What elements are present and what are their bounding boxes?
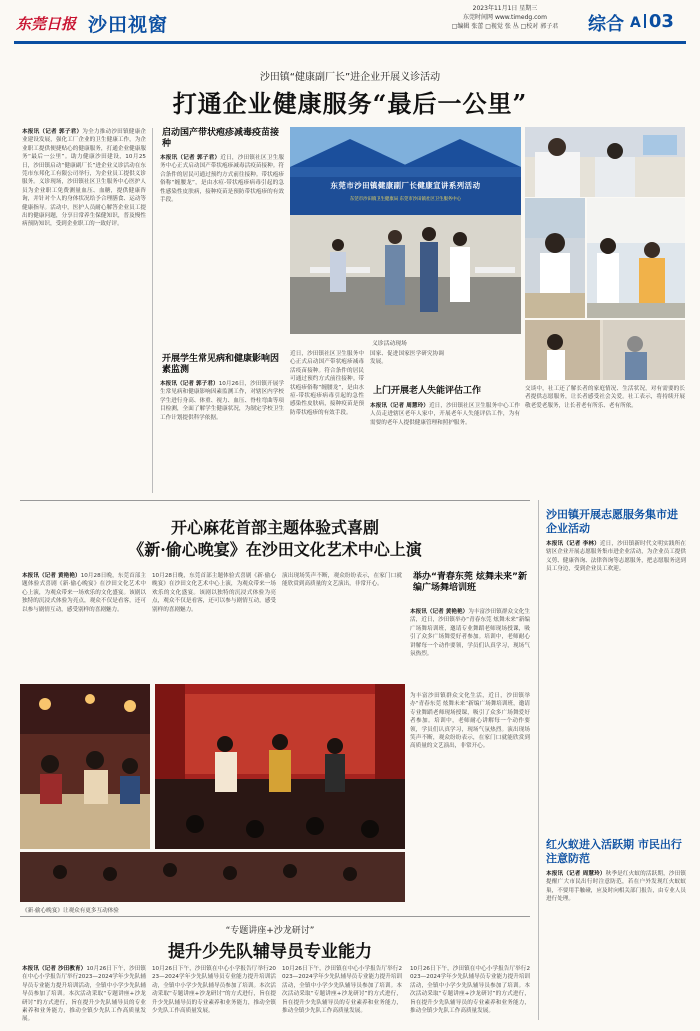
page-number-value: 03 (648, 11, 674, 32)
stage-scene-graphic (155, 684, 405, 849)
right-body-2: 秋季是红火蚁的活跃期，沙田镇提醒广大市民出行时注意防范，若在户外发现红火蚁蚁巢，不要用手触碰，应及时向相关部门报告，由专业人员进行处理。 (546, 871, 686, 903)
mid-body-2: 10月28日晚，东莞首部主题体验式喜剧《新·偷心晚宴》在沙田文化艺术中心上演，为观众带来一场欢乐的文化盛宴。该剧以独特的沉浸式体验为亮点，观众不仅是看客，还可以参与剧情互动，感受别样的喜剧魅力。 (152, 573, 276, 613)
mid-photo-caption: 《新·偷心晚宴》让观众有更多互动体验 (22, 908, 119, 914)
dance-heading: 举办“青春东莞 炫舞未来”新编广场舞培训班 (413, 572, 527, 593)
col3-body: 近日，沙田镇社区卫生服务中心正式启动国产带状疱疹减毒活疫苗接种。符合条件的居民可通过预约方式前往接种。带状疱疹俗称“缠腰龙”，是由水痘-带状疱疹病毒引起的急性感染性皮肤病，接种疫苗是预防带状疱疹的有效手段。 (290, 351, 364, 416)
right-byline-2: 本报讯（记者 周慧玲） (546, 871, 606, 877)
col3-article (290, 350, 364, 493)
mid-headline-2: 《新·偷心晚宴》在沙田文化艺术中心上演 (128, 540, 422, 559)
right-article-fireant (546, 870, 686, 1020)
col2b-heading: 开展学生常见病和健康影响因素监测 (162, 354, 280, 375)
section-title: 沙田视窗 (88, 14, 169, 36)
dance-article-2 (410, 692, 530, 914)
bottom-kicker: “专题讲座+沙龙研讨” (225, 926, 315, 936)
lead-photo-clinic (290, 127, 521, 334)
lead-photo-caption: 义诊活动现场 (372, 341, 407, 347)
dance-body-3: 演出现场笑声不断，观众纷纷表示，在家门口就能欣赏到高质量的文艺演出，非常开心。 (410, 726, 530, 750)
clinic-scene-graphic (290, 127, 521, 334)
bottom-article-col2 (152, 965, 276, 1023)
lead-photo-vaccine (525, 127, 685, 197)
mid-article-col2 (152, 572, 276, 680)
dance-byline: 本报讯（记者 黄艳艳） (410, 609, 469, 615)
mid-photo-audience (20, 852, 405, 902)
col2b-body: 10月26日，沙田镇开展学生常见病和健康影响因素监测工作，对辖区内学校学生进行身高、体重、视力、血压、脊柱弯曲等项目检测，全面了解学生健康状况，为制定学校卫生工作计划提供科学依据。 (160, 381, 284, 421)
col5-body: 交谈中，社工还了解长者的家庭情况、生活状况，对有需要的长者提供志愿服务，让长者感受社会关爱。社工表示，将持续开展敬老爱老服务，让长者老有所乐、老有所依。 (525, 386, 685, 409)
bottom-headline: 提升少先队辅导员专业能力 (168, 942, 372, 962)
audience-scene-graphic (20, 852, 405, 902)
bottom-body-2: 10月26日下午，沙田镇在中心小学报告厅举行2023—2024学年少先队辅导员专业能力提升培训活动，全镇中小学少先队辅导员参加了培训。本次活动采取“专题讲座+沙龙研讨”的方式进行，旨在提升少先队辅导员的专业素养和业务能力，推动全镇少先队工作高质量发展。 (152, 966, 276, 1015)
bottom-body: 10月26日下午，沙田镇在中心小学报告厅举行2023—2024学年少先队辅导员专业能力提升培训活动，全镇中小学少先队辅导员参加了培训。本次活动采取“专题讲座+沙龙研讨”的方式进行，旨在提升少先队辅导员的专业素养和业务能力，推动全镇少先队工作高质量发展。 (22, 966, 146, 1023)
masthead-rule (14, 41, 686, 44)
elderly-scene-graphic (525, 320, 685, 380)
page-category: 综合 (588, 14, 624, 35)
dinner-scene-graphic (20, 684, 150, 849)
col2-byline: 本报讯（记者 郭子君） (160, 155, 221, 161)
lead-photo-elderly (525, 320, 685, 380)
check-scene-graphic (525, 198, 585, 318)
right-article-volunteer (546, 540, 686, 830)
issue-meta (425, 4, 585, 31)
col2-article (160, 154, 284, 344)
issue-date: 2023年11月1日 星期三 (472, 5, 538, 12)
col4-body: 国家、促进国家医学研究协调发展。 (370, 351, 444, 366)
col2b-article (160, 380, 284, 492)
dance-article-1 (410, 608, 530, 688)
mid-body-3: 演出现场笑声不断，观众纷纷表示，在家门口就能欣赏到高质量的文艺演出，非常开心。 (282, 573, 402, 588)
section-divider-1 (20, 500, 530, 501)
vaccine-scene-graphic (525, 127, 685, 197)
mid-photo-dinner (20, 684, 150, 849)
col5-article (525, 385, 685, 493)
masthead (0, 0, 700, 44)
mid-article-col3 (282, 572, 402, 680)
issue-website: 东莞时间网 www.timedg.com (463, 14, 547, 21)
banner-line1: 东莞市沙田镇健康副厂长健康宣讲系列活动 (330, 181, 481, 190)
col4-body2: 近日，沙田镇社区卫生服务中心工作人员走进辖区老年人家中，开展老年人失能评估工作，为有需要的老年人提供健康管理和照护服务。 (370, 403, 520, 426)
right-body-1: 近日，沙田镇新时代文明实践所在辖区企业开展志愿服务集市进企业活动，为企业员工提供义剪、健康咨询、法律咨询等志愿服务，把志愿服务送到员工身边，受到企业员工欢迎。 (546, 541, 686, 573)
page-number (630, 11, 674, 32)
lead-article-col1 (22, 128, 146, 493)
lead-byline: 本报讯（记者 郭子君） (22, 129, 83, 135)
lead-headline: 打通企业健康服务“最后一公里” (172, 89, 528, 118)
bottom-body-4: 10月26日下午，沙田镇在中心小学报告厅举行2023—2024学年少先队辅导员专业能力提升培训活动，全镇中小学少先队辅导员参加了培训。本次活动采取“专题讲座+沙龙研讨”的方式进行，旨在提升少先队辅导员的专业素养和业务能力，推动全镇少先队工作高质量发展。 (410, 966, 530, 1015)
dance-body: 为丰富沙田镇群众文化生活，近日，沙田镇举办“青春东莞 炫舞未来”新编广场舞培训班，邀请专业舞蹈老师现场授课，吸引了众多广场舞爱好者参加。培训中，老师耐心讲解每一个动作要领，学员们认真学习，现场气氛热烈。 (410, 609, 530, 658)
mid-byline: 本报讯（记者 黄艳艳） (22, 573, 81, 579)
col4-article (370, 402, 520, 493)
lead-photo-school (587, 198, 685, 318)
section-divider-2 (20, 916, 530, 917)
col4-article-top (370, 350, 444, 380)
col4-byline: 本报讯（记者 周慧玲） (370, 403, 429, 409)
mid-headline-1: 开心麻花首部主题体验式喜剧 (170, 518, 379, 537)
right-byline-1: 本报讯（记者 李林） (546, 541, 600, 547)
column-divider (152, 128, 153, 493)
lead-photo-check (525, 198, 585, 318)
newspaper-logo: 东莞日报 (16, 15, 77, 33)
mid-body: 10月28日晚，东莞首部主题体验式喜剧《新·偷心晚宴》在沙田文化艺术中心上演，为观众带来一场欢乐的文化盛宴。该剧以独特的沉浸式体验为亮点，观众不仅是看客，还可以参与剧情互动，感受别样的喜剧魅力。 (22, 573, 146, 613)
issue-editors: □编辑 张蕾 □视觉 张 丛 □校对 郭子君 (451, 23, 559, 30)
banner-line2: 东莞市沙田镇卫生健康局 东莞市沙田镇社区卫生服务中心 (349, 197, 462, 202)
bottom-article-col4 (410, 965, 530, 1023)
col4-heading: 上门开展老人失能评估工作 (373, 386, 482, 396)
mid-photo-stage (155, 684, 405, 849)
bottom-article-col3 (282, 965, 402, 1023)
lead-body: 为全力推动沙田镇健康企业建设发展，强化工厂企业的卫生健康工作，为企业职工提供便捷贴心的健康服务，打通企业健康服务“最后一公里”。助力健康沙田建设，10月25日，沙田镇启动“健康副厂长”进企业义诊活动在东莞市东邦化工有限公司举行，为企业员工提供义诊服务。义诊现场，沙田镇社区卫生服务中心医护人员为企业职工免费测量血压、血糖，提供健康咨询，并针对个人的身体状况给予合理膳食、运动等健康指导。活动中，医护人员耐心解答企业员工提出的健康问题，分享日常养生保健知识，普及慢性病预防知识，受到企业职工的一致好评。 (22, 129, 146, 228)
right-heading-volunteer: 沙田镇开展志愿服务集市进企业活动 (546, 508, 678, 535)
bottom-article-col1 (22, 965, 146, 1023)
col2b-byline: 本报讯（记者 郭子君） (160, 381, 219, 387)
mid-article-col1 (22, 572, 146, 680)
bottom-byline: 本报讯（记者 沙田教育） (22, 966, 87, 972)
right-column-divider (538, 500, 539, 1020)
col2-heading: 启动国产带状疱疹减毒疫苗接种 (162, 128, 280, 149)
lead-kicker: 沙田镇“健康副厂长”进企业开展义诊活动 (259, 72, 441, 83)
dance-body-2: 为丰富沙田镇群众文化生活，近日，沙田镇举办“青春东莞 炫舞未来”新编广场舞培训班，邀请专业舞蹈老师现场授课，吸引了众多广场舞爱好者参加。培训中，老师耐心讲解每一个动作要领，学员们认真学习，现场气氛热烈。 (410, 693, 530, 733)
school-scene-graphic (587, 198, 685, 318)
right-heading-fireant: 红火蚁进入活跃期 市民出行注意防范 (546, 838, 682, 865)
page-section-letter: A (630, 15, 641, 31)
col2-body: 近日，沙田镇社区卫生服务中心正式启动国产带状疱疹减毒活疫苗接种。符合条件的居民可通过预约方式前往接种。带状疱疹俗称“缠腰龙”，是由水痘-带状疱疹病毒引起的急性感染性皮肤病，接种疫苗是预防带状疱疹的有效手段。 (160, 155, 284, 204)
bottom-body-3: 10月26日下午，沙田镇在中心小学报告厅举行2023—2024学年少先队辅导员专业能力提升培训活动，全镇中小学少先队辅导员参加了培训。本次活动采取“专题讲座+沙龙研讨”的方式进行，旨在提升少先队辅导员的专业素养和业务能力，推动全镇少先队工作高质量发展。 (282, 966, 402, 1015)
